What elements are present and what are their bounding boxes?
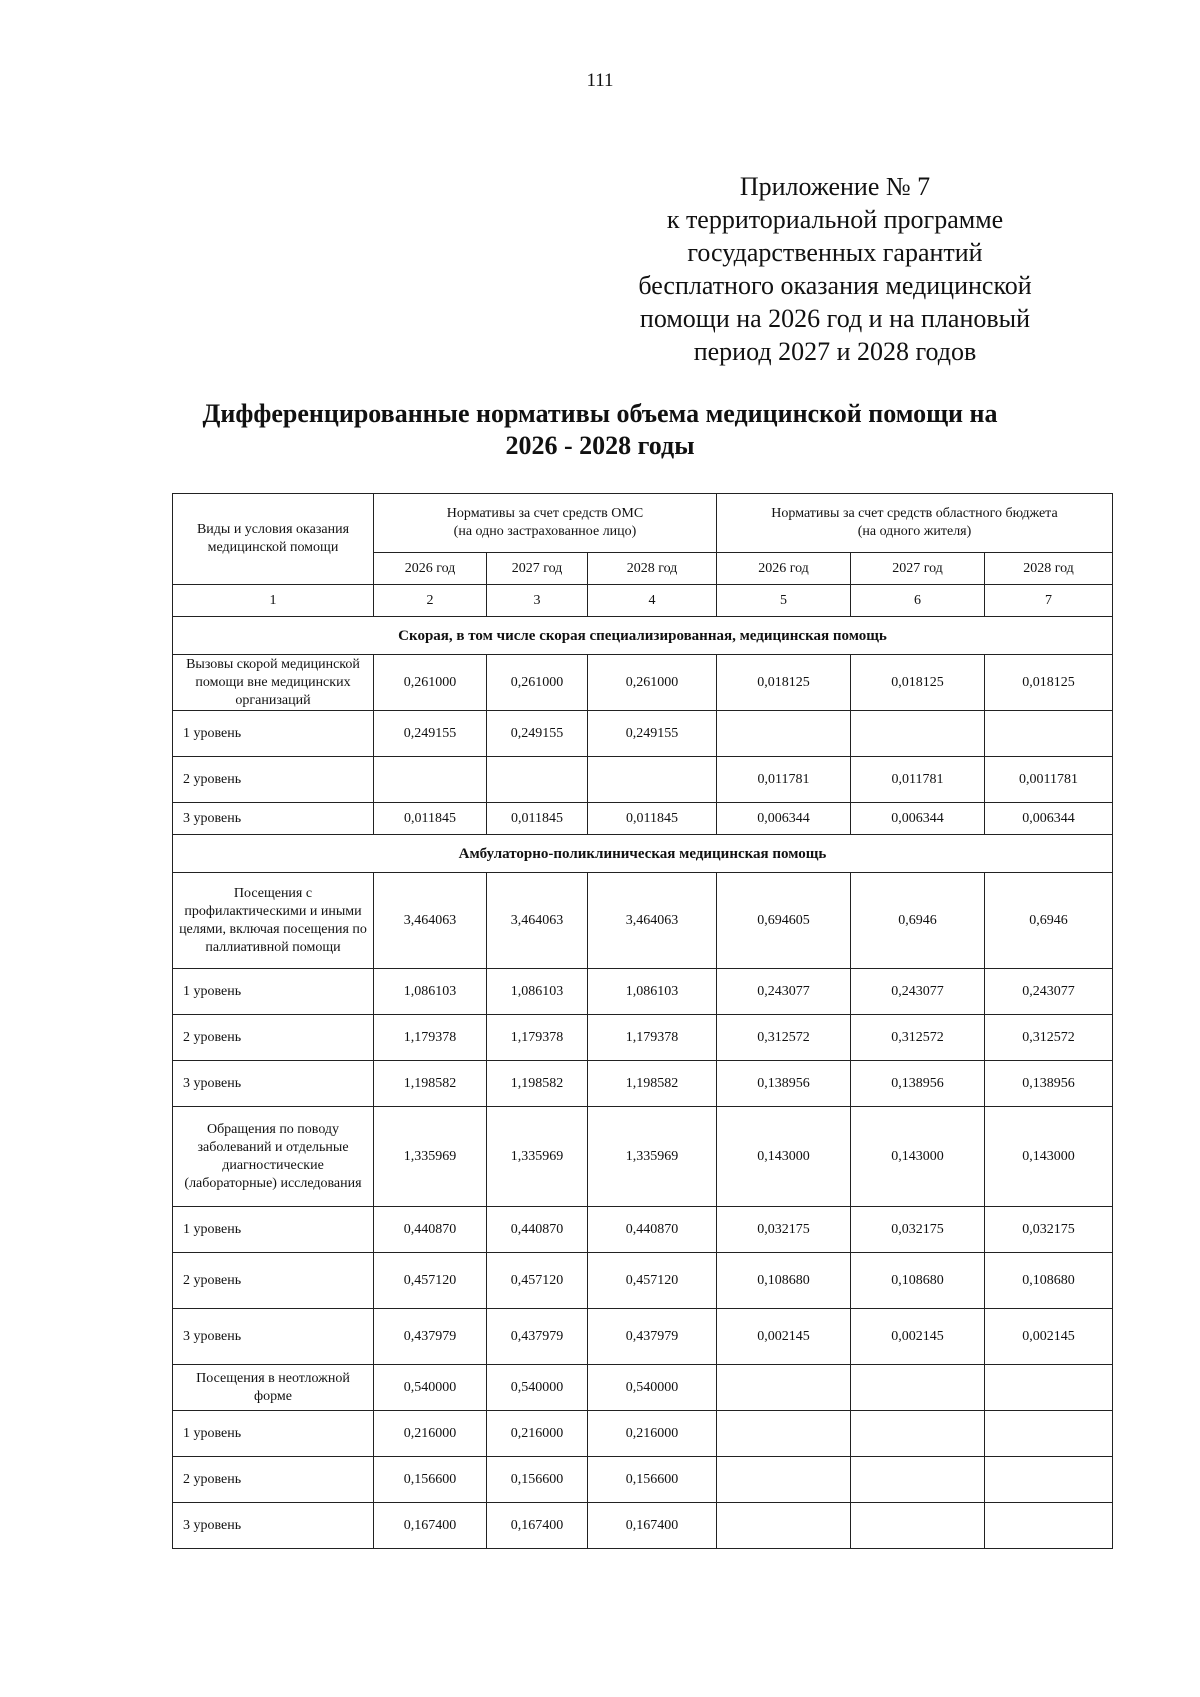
header-oms-norms: Нормативы за счет средств ОМС (на одно застрахованное лицо) — [374, 494, 717, 553]
value-cell: 0,6946 — [851, 873, 985, 969]
column-number: 7 — [985, 585, 1113, 617]
column-number: 5 — [717, 585, 851, 617]
section-header-row — [173, 617, 1113, 655]
value-cell: 0,261000 — [487, 655, 588, 711]
value-cell: 1,086103 — [374, 969, 487, 1015]
row-label: 2 уровень — [173, 1457, 374, 1503]
value-cell: 3,464063 — [588, 873, 717, 969]
title-line: Дифференцированные нормативы объема медицинской помощи на — [202, 399, 998, 428]
appendix-line: Приложение № 7 — [739, 172, 931, 201]
value-cell: 0,312572 — [985, 1015, 1113, 1061]
value-cell: 0,143000 — [717, 1107, 851, 1207]
header-year: 2027 год — [487, 553, 588, 585]
value-cell: 0,018125 — [851, 655, 985, 711]
value-cell: 0,011845 — [374, 803, 487, 835]
appendix-line: помощи на 2026 год и на плановый — [639, 304, 1031, 333]
value-cell — [487, 757, 588, 803]
appendix-line: бесплатного оказания медицинской — [638, 271, 1032, 300]
value-cell: 0,457120 — [487, 1253, 588, 1309]
value-cell: 1,335969 — [588, 1107, 717, 1207]
value-cell: 0,249155 — [374, 711, 487, 757]
value-cell: 3,464063 — [374, 873, 487, 969]
value-cell: 1,198582 — [374, 1061, 487, 1107]
table-row — [173, 1253, 1113, 1309]
header-types-of-care: Виды и условия оказания медицинской помощи — [173, 494, 374, 585]
value-cell: 0,437979 — [374, 1309, 487, 1365]
value-cell: 0,6946 — [985, 873, 1113, 969]
header-year: 2026 год — [374, 553, 487, 585]
value-cell — [985, 1457, 1113, 1503]
value-cell: 0,002145 — [717, 1309, 851, 1365]
value-cell: 1,335969 — [487, 1107, 588, 1207]
column-number: 3 — [487, 585, 588, 617]
value-cell — [985, 1411, 1113, 1457]
column-number: 4 — [588, 585, 717, 617]
appendix-line: к территориальной программе — [666, 205, 1004, 234]
value-cell — [985, 711, 1113, 757]
row-label: Посещения с профилактическими и иными целями, включая посещения по паллиативной помощи — [173, 873, 374, 969]
appendix-line: период 2027 и 2028 годов — [693, 337, 977, 366]
document-title — [120, 398, 1080, 462]
row-label: Посещения в неотложной форме — [173, 1365, 374, 1411]
value-cell: 0,243077 — [851, 969, 985, 1015]
table-row — [173, 803, 1113, 835]
value-cell: 0,249155 — [588, 711, 717, 757]
value-cell — [717, 1365, 851, 1411]
value-cell: 0,261000 — [588, 655, 717, 711]
value-cell: 1,198582 — [588, 1061, 717, 1107]
value-cell: 0,032175 — [717, 1207, 851, 1253]
value-cell — [851, 1365, 985, 1411]
value-cell: 0,156600 — [487, 1457, 588, 1503]
value-cell: 0,011845 — [588, 803, 717, 835]
page-number: 111 — [586, 70, 614, 91]
value-cell — [717, 711, 851, 757]
value-cell: 0,018125 — [985, 655, 1113, 711]
value-cell: 0,002145 — [851, 1309, 985, 1365]
row-label: 2 уровень — [173, 757, 374, 803]
value-cell: 0,006344 — [851, 803, 985, 835]
value-cell — [851, 1457, 985, 1503]
value-cell: 0,440870 — [487, 1207, 588, 1253]
value-cell: 0,138956 — [851, 1061, 985, 1107]
row-label: 3 уровень — [173, 1061, 374, 1107]
value-cell: 1,086103 — [588, 969, 717, 1015]
row-label: Обращения по поводу заболеваний и отдельные диагностические (лабораторные) исследования — [173, 1107, 374, 1207]
value-cell: 0,002145 — [985, 1309, 1113, 1365]
table-row — [173, 757, 1113, 803]
norms-table — [172, 493, 1113, 1549]
value-cell — [588, 757, 717, 803]
row-label: Вызовы скорой медицинской помощи вне медицинских организаций — [173, 655, 374, 711]
value-cell: 0,167400 — [374, 1503, 487, 1549]
value-cell: 0,138956 — [717, 1061, 851, 1107]
row-label: 3 уровень — [173, 1503, 374, 1549]
row-label: 1 уровень — [173, 969, 374, 1015]
row-label: 1 уровень — [173, 711, 374, 757]
appendix-caption — [600, 170, 1070, 368]
value-cell: 0,457120 — [374, 1253, 487, 1309]
value-cell: 0,006344 — [985, 803, 1113, 835]
value-cell: 0,440870 — [588, 1207, 717, 1253]
value-cell: 0,143000 — [985, 1107, 1113, 1207]
header-year: 2028 год — [588, 553, 717, 585]
table-row — [173, 1207, 1113, 1253]
value-cell: 0,216000 — [374, 1411, 487, 1457]
table-row — [173, 1015, 1113, 1061]
table-row — [173, 1457, 1113, 1503]
value-cell: 0,312572 — [717, 1015, 851, 1061]
value-cell: 0,540000 — [588, 1365, 717, 1411]
column-number: 6 — [851, 585, 985, 617]
value-cell: 0,216000 — [487, 1411, 588, 1457]
value-cell: 0,243077 — [717, 969, 851, 1015]
value-cell: 0,694605 — [717, 873, 851, 969]
value-cell: 0,011781 — [851, 757, 985, 803]
value-cell: 0,167400 — [487, 1503, 588, 1549]
row-label: 2 уровень — [173, 1015, 374, 1061]
value-cell: 0,156600 — [588, 1457, 717, 1503]
row-label: 2 уровень — [173, 1253, 374, 1309]
header-budget-norms: Нормативы за счет средств областного бюджета (на одного жителя) — [717, 494, 1113, 553]
value-cell: 0,138956 — [985, 1061, 1113, 1107]
value-cell: 1,179378 — [588, 1015, 717, 1061]
row-label: 1 уровень — [173, 1411, 374, 1457]
value-cell: 0,108680 — [717, 1253, 851, 1309]
value-cell — [717, 1411, 851, 1457]
value-cell — [851, 1503, 985, 1549]
value-cell: 0,312572 — [851, 1015, 985, 1061]
value-cell — [985, 1503, 1113, 1549]
value-cell: 1,179378 — [374, 1015, 487, 1061]
value-cell: 0,011781 — [717, 757, 851, 803]
value-cell: 0,243077 — [985, 969, 1113, 1015]
value-cell: 0,108680 — [851, 1253, 985, 1309]
value-cell: 0,011845 — [487, 803, 588, 835]
row-label: 3 уровень — [173, 1309, 374, 1365]
value-cell: 0,156600 — [374, 1457, 487, 1503]
value-cell: 3,464063 — [487, 873, 588, 969]
value-cell: 0,540000 — [487, 1365, 588, 1411]
title-line: 2026 - 2028 годы — [505, 431, 695, 460]
value-cell: 0,440870 — [374, 1207, 487, 1253]
header-year: 2027 год — [851, 553, 985, 585]
header-year: 2028 год — [985, 553, 1113, 585]
value-cell: 0,540000 — [374, 1365, 487, 1411]
value-cell — [717, 1457, 851, 1503]
value-cell: 0,261000 — [374, 655, 487, 711]
value-cell — [851, 711, 985, 757]
table-row — [173, 711, 1113, 757]
value-cell: 0,032175 — [851, 1207, 985, 1253]
column-number: 1 — [173, 585, 374, 617]
value-cell — [985, 1365, 1113, 1411]
section-title: Амбулаторно-поликлиническая медицинская помощь — [173, 835, 1113, 873]
section-header-row — [173, 835, 1113, 873]
section-title: Скорая, в том числе скорая специализированная, медицинская помощь — [173, 617, 1113, 655]
value-cell: 1,086103 — [487, 969, 588, 1015]
table-row — [173, 655, 1113, 711]
value-cell — [851, 1411, 985, 1457]
value-cell: 1,179378 — [487, 1015, 588, 1061]
value-cell: 0,457120 — [588, 1253, 717, 1309]
value-cell: 0,0011781 — [985, 757, 1113, 803]
value-cell: 0,108680 — [985, 1253, 1113, 1309]
value-cell: 0,143000 — [851, 1107, 985, 1207]
value-cell: 0,437979 — [487, 1309, 588, 1365]
table-row — [173, 969, 1113, 1015]
value-cell: 0,216000 — [588, 1411, 717, 1457]
value-cell: 1,198582 — [487, 1061, 588, 1107]
table-row — [173, 1107, 1113, 1207]
row-label: 3 уровень — [173, 803, 374, 835]
table-body — [173, 617, 1113, 1549]
header-year: 2026 год — [717, 553, 851, 585]
value-cell: 0,167400 — [588, 1503, 717, 1549]
value-cell: 0,437979 — [588, 1309, 717, 1365]
value-cell — [717, 1503, 851, 1549]
row-label: 1 уровень — [173, 1207, 374, 1253]
value-cell: 0,032175 — [985, 1207, 1113, 1253]
table-row — [173, 1309, 1113, 1365]
appendix-line: государственных гарантий — [687, 238, 983, 267]
value-cell: 1,335969 — [374, 1107, 487, 1207]
table-row — [173, 1061, 1113, 1107]
column-number: 2 — [374, 585, 487, 617]
table-row — [173, 873, 1113, 969]
value-cell: 0,006344 — [717, 803, 851, 835]
table-row — [173, 1411, 1113, 1457]
table-row — [173, 1365, 1113, 1411]
table-row — [173, 1503, 1113, 1549]
value-cell: 0,018125 — [717, 655, 851, 711]
value-cell — [374, 757, 487, 803]
value-cell: 0,249155 — [487, 711, 588, 757]
